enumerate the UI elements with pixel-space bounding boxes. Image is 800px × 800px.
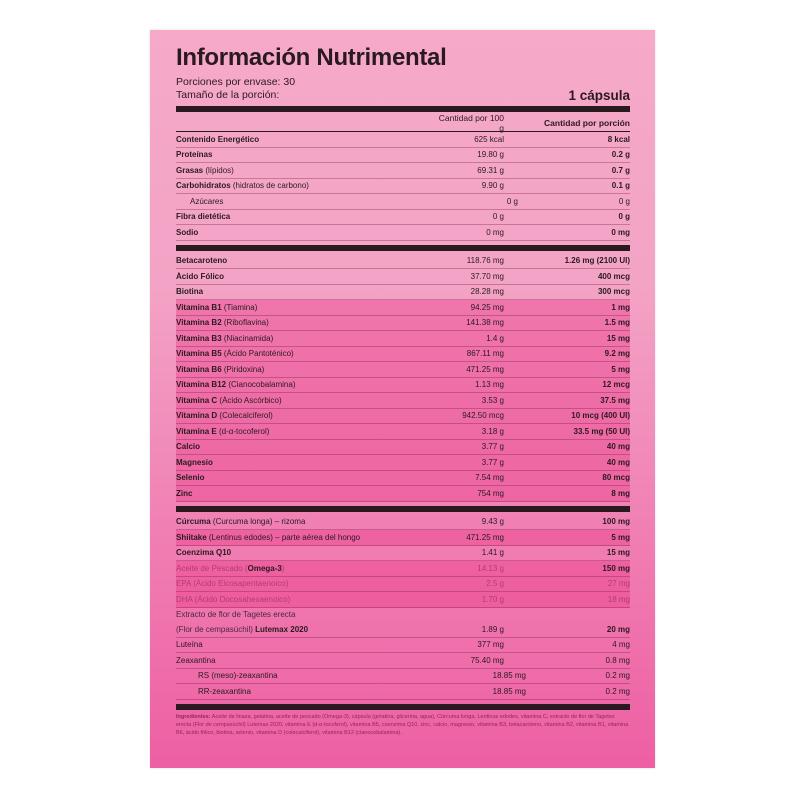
- nutrient-name: Grasas (lípidos): [176, 165, 234, 175]
- value-per100: 69.31 g: [477, 165, 504, 175]
- table-row: [176, 653, 630, 669]
- value-per100: 3.18 g: [481, 426, 504, 436]
- value-per100: 1.41 g: [481, 548, 504, 558]
- column-header: [176, 115, 630, 131]
- value-per100: 94.25 mg: [470, 302, 504, 312]
- divider-thick: [176, 245, 630, 251]
- table-row: [176, 148, 630, 164]
- value-perserving: 100 mg: [602, 517, 630, 527]
- nutrition-facts-table: [176, 44, 630, 773]
- table-row: [176, 269, 630, 285]
- value-perserving: 8 kcal: [607, 134, 630, 144]
- table-row: [176, 515, 630, 531]
- table-row: DHA (Ácido Docosahexaenoico) 1.70 g 18 mg: [176, 592, 630, 608]
- table-row: (Flor de cempasúchil) Lutemax 2020 1.89 g 20 mg: [176, 622, 630, 638]
- table-row: EPA (Ácido Eicosapentaenoico) 2.5 g 27 mg: [176, 577, 630, 593]
- table-row: [176, 486, 630, 502]
- nutrient-name: Shiitake (Lentinus edodes) – parte aérea del hongo: [176, 532, 361, 542]
- nutrient-name: Azúcares: [190, 196, 224, 206]
- value-per100: 471.25 mg: [466, 532, 504, 542]
- value-per100: 3.77 g: [481, 442, 504, 452]
- value-perserving: 0 g: [618, 196, 630, 206]
- nutrient-name: Vitamina D (Colecalciferol): [176, 411, 273, 421]
- value-perserving: 0.2 mg: [605, 671, 630, 681]
- table-row: [176, 669, 630, 685]
- table-row: [176, 316, 630, 332]
- ingredients: Ingredientes: Aceite de linaza, gelatina, aceite de pescado (Omega-3), cápsula (gelatina, glicerina, agua), Cúrcuma longa, Lentinus edodes, vitamina C, extracto de flor de Tagetes erecta (Flor de cempasúchil) Lutemax 2020, vitamina E (d-α-tocoferol), vitamina B5, coenzima Q10, zinc, calcio, magnesio, vitamina B3, betacaroteno, vitamina B2, vitamina B1, vitamina B6, ácido fólico, biotina, selenio, vitamina D (colecalciferol), vitamina B12 (cianocobalamina).: [176, 713, 629, 736]
- value-perserving: 0 mg: [611, 227, 630, 237]
- divider-thick: [176, 704, 630, 710]
- serving-info: [176, 76, 630, 102]
- table-row: [176, 393, 630, 409]
- value-per100: 7.54 mg: [475, 473, 504, 483]
- table-row: [176, 132, 630, 148]
- value-perserving: 300 mcg: [597, 287, 630, 297]
- value-perserving: 9.2 mg: [604, 349, 630, 359]
- value-per100: 9.43 g: [481, 517, 504, 527]
- nutrient-name: Selenio: [176, 473, 205, 483]
- value-per100: 471.25 mg: [466, 364, 504, 374]
- nutrient-name: RS (meso)-zeaxantina: [198, 671, 278, 681]
- value-per100: 18.85 mg: [492, 671, 526, 681]
- value-per100: 18.85 mg: [492, 686, 526, 696]
- value-perserving: 1.26 mg (2100 UI): [564, 256, 630, 266]
- value-perserving: 33.5 mg (50 UI): [573, 426, 630, 436]
- table-row: [176, 254, 630, 270]
- table-row: [176, 424, 630, 440]
- nutrient-name: Vitamina B2 (Riboflavina): [176, 318, 269, 328]
- nutrient-name: Vitamina B5 (Ácido Pantoténico): [176, 349, 294, 359]
- value-perserving: 40 mg: [606, 442, 630, 452]
- value-perserving: 40 mg: [606, 457, 630, 467]
- nutrient-name: Zeaxantina: [176, 655, 216, 665]
- divider-thick: [176, 506, 630, 512]
- value-perserving: 80 mcg: [602, 473, 630, 483]
- value-perserving: 0.8 mg: [605, 655, 630, 665]
- value-perserving: 1.5 mg: [604, 318, 630, 328]
- nutrient-name: Coenzima Q10: [176, 548, 232, 558]
- nutrient-name: Cúrcuma (Curcuma longa) – rizoma: [176, 517, 306, 527]
- value-per100: 377 mg: [477, 640, 504, 650]
- label-panel: [150, 30, 655, 768]
- table-row: [176, 440, 630, 456]
- value-per100: 0 mg: [486, 227, 504, 237]
- value-perserving: 0.7 g: [611, 165, 630, 175]
- nutrient-name: Ácido Fólico: [176, 271, 224, 281]
- value-per100: 3.53 g: [481, 395, 504, 405]
- value-perserving: 1 mg: [611, 302, 630, 312]
- nutrient-name: Vitamina B3 (Niacinamida): [176, 333, 274, 343]
- nutrient-name: Magnesio: [176, 457, 213, 467]
- table-row: [176, 638, 630, 654]
- value-perserving: 10 mcg (400 UI): [571, 411, 630, 421]
- value-per100: 75.40 mg: [470, 655, 504, 665]
- value-perserving: 15 mg: [606, 333, 630, 343]
- value-perserving: 0.2 g: [611, 150, 630, 160]
- label-title: Información Nutrimental: [176, 44, 447, 71]
- value-per100: 867.11 mg: [466, 349, 504, 359]
- serving-size-value: 1 cápsula: [568, 88, 630, 103]
- value-perserving: 0.2 mg: [605, 686, 630, 696]
- table-row: [176, 347, 630, 363]
- nutrient-name: Vitamina C (Ácido Ascórbico): [176, 395, 282, 405]
- table-row: [176, 471, 630, 487]
- value-perserving: 5 mg: [611, 364, 630, 374]
- value-per100: 754 mg: [477, 488, 504, 498]
- value-per100: 0 g: [506, 196, 518, 206]
- value-perserving: 5 mg: [611, 532, 630, 542]
- table-row: [176, 194, 630, 210]
- table-row: Extracto de flor de Tagetes erecta: [176, 610, 296, 620]
- table-row: [176, 285, 630, 301]
- value-perserving: 0 g: [618, 212, 630, 222]
- value-per100: 1.13 mg: [475, 380, 504, 390]
- value-per100: 28.28 mg: [470, 287, 504, 297]
- value-perserving: 4 mg: [612, 640, 630, 650]
- table-row: [176, 362, 630, 378]
- others-section: [176, 515, 630, 562]
- nutrient-name: Vitamina B1 (Tiamina): [176, 302, 258, 312]
- value-perserving: 15 mg: [606, 548, 630, 558]
- divider-thick: [176, 106, 630, 112]
- value-per100: 19.80 g: [477, 150, 504, 160]
- nutrient-name: Fibra dietética: [176, 212, 231, 222]
- column-perserving: Cantidad por porción: [544, 118, 630, 128]
- value-per100: 9.90 g: [481, 181, 504, 191]
- table-row: [176, 546, 630, 562]
- table-row: [176, 409, 630, 425]
- nutrient-name: Luteína: [176, 640, 203, 650]
- serving-size-label: Tamaño de la porción:: [176, 89, 280, 101]
- value-per100: 625 kcal: [474, 134, 504, 144]
- table-row: [176, 225, 630, 241]
- nutrient-name: Vitamina B6 (Piridoxina): [176, 364, 265, 374]
- value-per100: 1.4 g: [486, 333, 504, 343]
- table-row: [176, 378, 630, 394]
- table-row: [176, 179, 630, 195]
- table-row: [176, 163, 630, 179]
- nutrient-name: Vitamina B12 (Cianocobalamina): [176, 380, 296, 390]
- table-row: [176, 331, 630, 347]
- vitamins-section: [176, 254, 630, 502]
- value-per100: 3.77 g: [481, 457, 504, 467]
- value-perserving: 8 mg: [611, 488, 630, 498]
- value-perserving: 400 mcg: [597, 271, 630, 281]
- nutrient-name: Zinc: [176, 488, 193, 498]
- servings-per-container: Porciones por envase: 30: [176, 76, 296, 88]
- value-per100: 118.76 mg: [466, 256, 504, 266]
- nutrient-name: Proteínas: [176, 150, 213, 160]
- value-per100: 0 g: [492, 212, 504, 222]
- value-perserving: 12 mcg: [602, 380, 630, 390]
- nutrient-name: Vitamina E (d-α-tocoferol): [176, 426, 270, 436]
- table-row: [176, 300, 630, 316]
- nutrient-name: Calcio: [176, 442, 201, 452]
- nutrient-name: RR-zeaxantina: [198, 686, 251, 696]
- nutrient-name: Betacaroteno: [176, 256, 228, 266]
- table-row: [176, 684, 630, 700]
- value-per100: 942.50 mcg: [462, 411, 504, 421]
- lutemax-items: [176, 638, 630, 700]
- value-perserving: 0.1 g: [611, 181, 630, 191]
- nutrient-name: Biotina: [176, 287, 204, 297]
- value-per100: 37.70 mg: [470, 271, 504, 281]
- table-row: [176, 210, 630, 226]
- nutrient-name: Sodio: [176, 227, 199, 237]
- table-row: [176, 455, 630, 471]
- nutrient-name: Contenido Energético: [176, 134, 260, 144]
- table-row: [176, 530, 630, 546]
- value-per100: 141.38 mg: [466, 318, 504, 328]
- nutrient-name: Carbohidratos (hidratos de carbono): [176, 181, 309, 191]
- column-per100: Cantidad por 100 g: [438, 113, 504, 133]
- table-row: Aceite de Pescado (Omega-3) 14.13 g 150 mg: [176, 561, 630, 577]
- macros-section: [176, 132, 630, 241]
- value-perserving: 37.5 mg: [600, 395, 630, 405]
